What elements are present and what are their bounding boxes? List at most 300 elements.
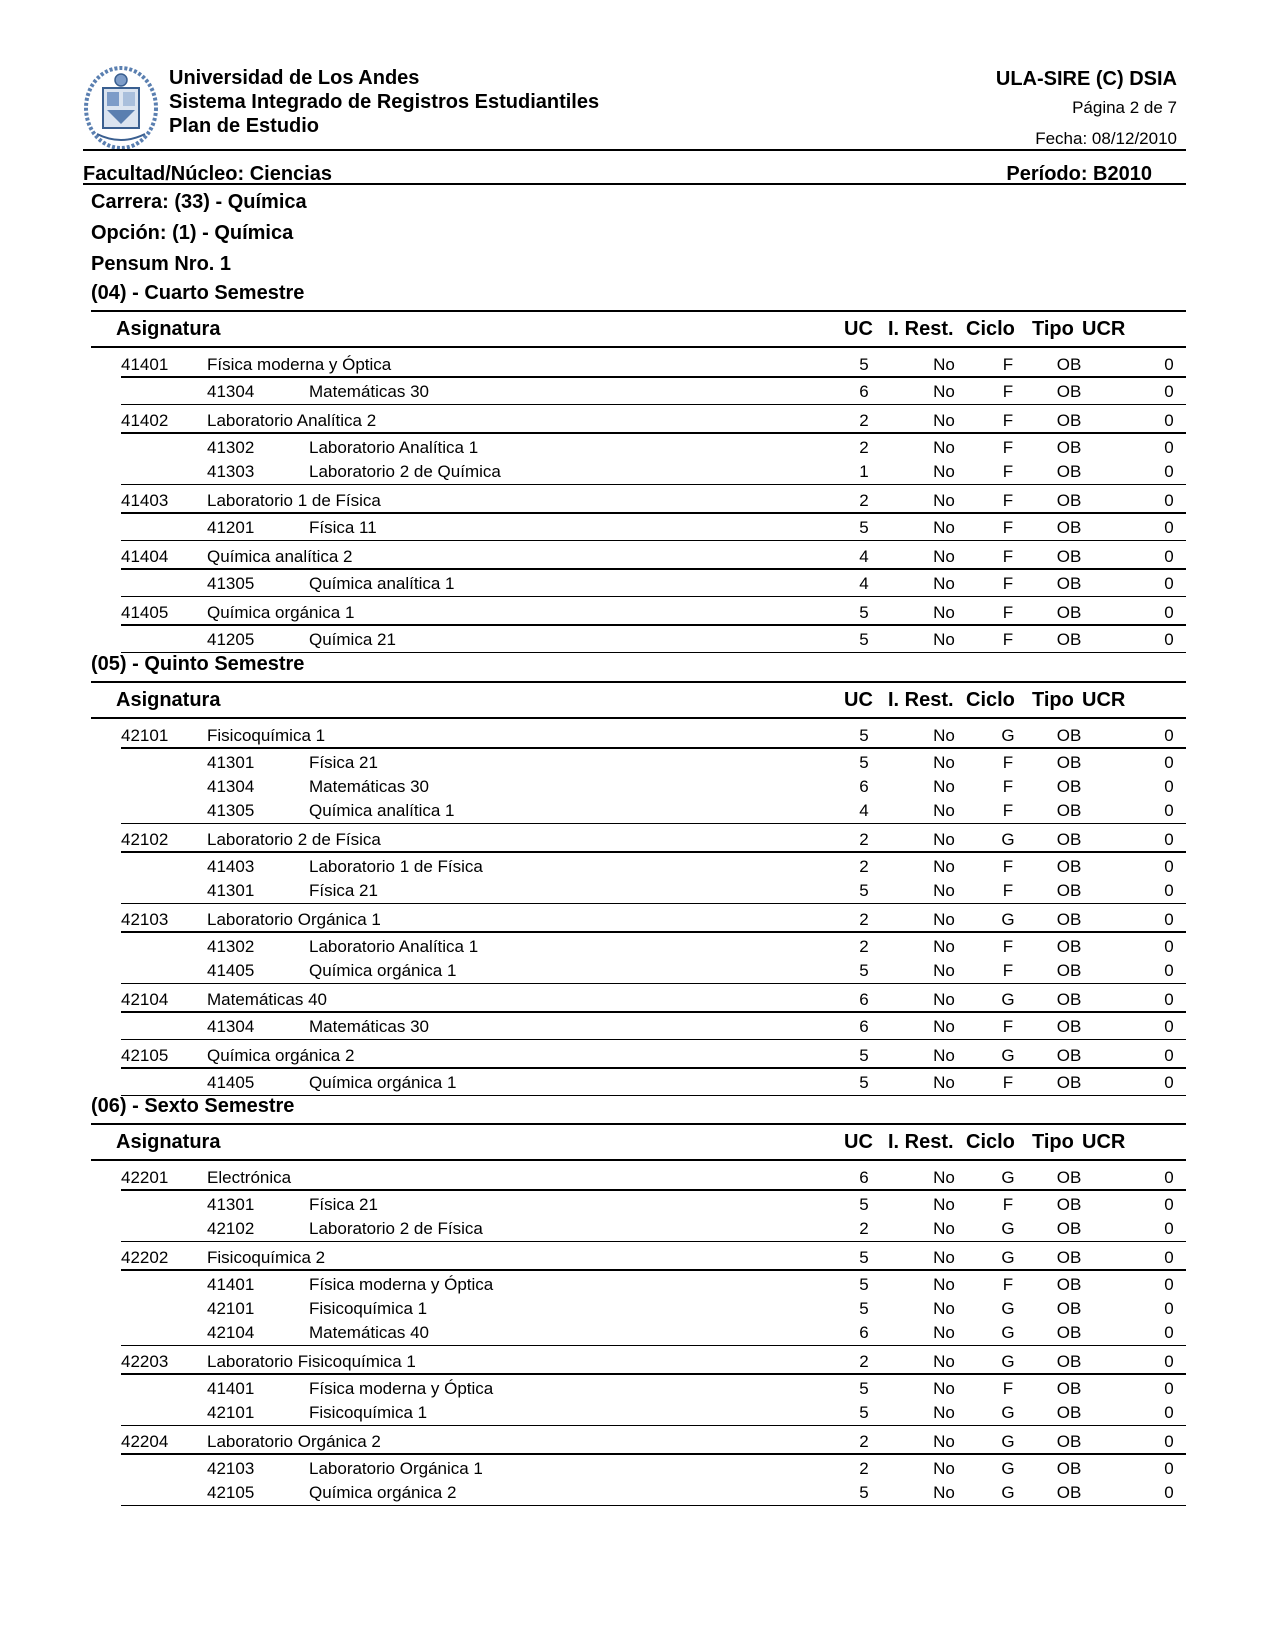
- course-code: 42204: [121, 1432, 169, 1451]
- uc-value: 5: [859, 1195, 869, 1214]
- course-code: 42104: [121, 990, 169, 1009]
- irest-value: No: [933, 801, 955, 820]
- ucr-value: 0: [1164, 1352, 1174, 1371]
- ciclo-value: G: [1001, 910, 1015, 929]
- ucr-value: 0: [1164, 801, 1174, 820]
- course-name: Laboratorio Orgánica 2: [207, 1432, 381, 1451]
- prereq-code: 41304: [207, 1017, 255, 1036]
- uc-value: 6: [859, 990, 869, 1009]
- tipo-value: OB: [1056, 1248, 1082, 1267]
- tipo-value: OB: [1056, 1046, 1082, 1065]
- irest-value: No: [933, 1432, 955, 1451]
- irest-value: No: [933, 1017, 955, 1036]
- prereq-name: Física 11: [309, 518, 377, 537]
- report-code: ULA-SIRE (C) DSIA: [995, 68, 1177, 90]
- irest-value: No: [933, 990, 955, 1009]
- ucr-value: 0: [1164, 1195, 1174, 1214]
- ucr-value: 0: [1164, 1459, 1174, 1478]
- ciclo-value: G: [1001, 1432, 1015, 1451]
- prereq-row: [121, 958, 1186, 982]
- ciclo-value: G: [1001, 1459, 1015, 1478]
- prereq-code: 41304: [207, 777, 255, 796]
- ciclo-value: F: [1002, 777, 1014, 796]
- course-row: [121, 408, 1186, 434]
- ciclo-value: F: [1002, 881, 1014, 900]
- tipo-value: OB: [1056, 382, 1082, 401]
- ucr-value: 0: [1164, 830, 1174, 849]
- uc-value: 5: [859, 726, 869, 745]
- ucr-value: 0: [1164, 547, 1174, 566]
- course-row: [121, 907, 1186, 933]
- ciclo-value: G: [1001, 726, 1015, 745]
- tipo-value: OB: [1056, 1403, 1082, 1422]
- tipo-value: OB: [1056, 603, 1082, 622]
- ciclo-value: G: [1001, 1248, 1015, 1267]
- ucr-value: 0: [1164, 382, 1174, 401]
- irest-value: No: [933, 355, 955, 374]
- prereq-name: Física moderna y Óptica: [309, 1275, 494, 1294]
- prereq-name: Química analítica 1: [309, 801, 455, 820]
- irest-value: No: [933, 753, 955, 772]
- prereq-name: Física moderna y Óptica: [309, 1379, 494, 1398]
- ucr-value: 0: [1164, 518, 1174, 537]
- tipo-value: OB: [1056, 1323, 1082, 1342]
- prereq-code: 42102: [207, 1219, 255, 1238]
- irest-value: No: [933, 726, 955, 745]
- prereq-name: Laboratorio Analítica 1: [309, 438, 479, 457]
- prereq-row: [121, 1456, 1186, 1480]
- prereq-name: Química orgánica 1: [309, 1073, 457, 1092]
- ula-crest-icon: [83, 64, 159, 150]
- tipo-value: OB: [1056, 1275, 1082, 1294]
- ciclo-value: F: [1002, 491, 1014, 510]
- tipo-value: OB: [1056, 857, 1082, 876]
- prereq-code: 41305: [207, 801, 255, 820]
- uc-value: 1: [859, 462, 869, 481]
- uc-value: 5: [859, 1275, 869, 1294]
- uc-value: 5: [859, 1248, 869, 1267]
- group-bottom-rule: [121, 1425, 1186, 1426]
- prereq-row: [121, 515, 1186, 539]
- course-name: Electrónica: [207, 1168, 292, 1187]
- group-bottom-rule: [121, 983, 1186, 984]
- prereq-name: Matemáticas 30: [309, 777, 429, 796]
- irest-value: No: [933, 910, 955, 929]
- ucr-value: 0: [1164, 961, 1174, 980]
- course-row: [121, 1245, 1186, 1271]
- prereq-name: Química orgánica 1: [309, 961, 457, 980]
- header-ucr: UCR: [1082, 318, 1126, 340]
- irest-value: No: [933, 518, 955, 537]
- course-row: [121, 1043, 1186, 1069]
- uc-value: 2: [859, 1459, 869, 1478]
- uc-value: 5: [859, 603, 869, 622]
- uc-value: 2: [859, 910, 869, 929]
- prereq-row: [121, 1216, 1186, 1240]
- group-bottom-rule: [121, 1039, 1186, 1040]
- tipo-value: OB: [1056, 910, 1082, 929]
- tipo-value: OB: [1056, 547, 1082, 566]
- prereq-code: 41301: [207, 881, 255, 900]
- header-titles: [169, 66, 599, 138]
- prereq-name: Laboratorio Analítica 1: [309, 937, 479, 956]
- tipo-value: OB: [1056, 1299, 1082, 1318]
- prereq-code: 42103: [207, 1459, 255, 1478]
- course-name: Fisicoquímica 2: [207, 1248, 326, 1267]
- prereq-row: [121, 571, 1186, 595]
- prereq-row: [121, 934, 1186, 958]
- tipo-value: OB: [1056, 438, 1082, 457]
- uc-value: 5: [859, 1483, 869, 1502]
- course-name: Química orgánica 1: [207, 603, 355, 622]
- group-bottom-rule: [121, 596, 1186, 597]
- career-label: Carrera: (33) - Química: [91, 191, 307, 213]
- tipo-value: OB: [1056, 726, 1082, 745]
- tipo-value: OB: [1056, 518, 1082, 537]
- prereq-name: Física 21: [309, 1195, 378, 1214]
- prereq-row: [121, 1070, 1186, 1094]
- uc-value: 4: [859, 801, 869, 820]
- prereq-code: 41401: [207, 1379, 255, 1398]
- tipo-value: OB: [1056, 462, 1082, 481]
- uc-value: 5: [859, 355, 869, 374]
- prereq-row: [121, 750, 1186, 774]
- group-bottom-rule: [121, 540, 1186, 541]
- prereq-row: [121, 379, 1186, 403]
- course-code: 42201: [121, 1168, 169, 1187]
- ucr-value: 0: [1164, 777, 1174, 796]
- uc-value: 2: [859, 411, 869, 430]
- ucr-value: 0: [1164, 1275, 1174, 1294]
- tipo-value: OB: [1056, 1352, 1082, 1371]
- course-name: Química analítica 2: [207, 547, 353, 566]
- prereq-code: 41201: [207, 518, 255, 537]
- prereq-code: 41405: [207, 1073, 255, 1092]
- ciclo-value: F: [1002, 411, 1014, 430]
- group-bottom-rule: [121, 1345, 1186, 1346]
- group-bottom-rule: [121, 823, 1186, 824]
- ucr-value: 0: [1164, 937, 1174, 956]
- ucr-value: 0: [1164, 355, 1174, 374]
- uc-value: 4: [859, 547, 869, 566]
- uc-value: 4: [859, 574, 869, 593]
- irest-value: No: [933, 881, 955, 900]
- prereq-name: Química 21: [309, 630, 396, 649]
- ciclo-value: F: [1002, 1275, 1014, 1294]
- ciclo-value: G: [1001, 1219, 1015, 1238]
- uc-value: 6: [859, 382, 869, 401]
- ciclo-value: F: [1002, 801, 1014, 820]
- tipo-value: OB: [1056, 630, 1082, 649]
- course-code: 42105: [121, 1046, 169, 1065]
- ciclo-value: F: [1002, 603, 1014, 622]
- ucr-value: 0: [1164, 1017, 1174, 1036]
- uc-value: 5: [859, 1046, 869, 1065]
- prereq-name: Fisicoquímica 1: [309, 1403, 428, 1422]
- irest-value: No: [933, 1299, 955, 1318]
- prereq-name: Laboratorio 2 de Química: [309, 462, 501, 481]
- ciclo-value: F: [1002, 1073, 1014, 1092]
- ciclo-value: F: [1002, 574, 1014, 593]
- uc-value: 5: [859, 961, 869, 980]
- header-tipo: Tipo: [1032, 1131, 1074, 1153]
- course-code: 42202: [121, 1248, 169, 1267]
- header-ciclo: Ciclo: [966, 689, 1015, 711]
- prereq-name: Química analítica 1: [309, 574, 455, 593]
- ciclo-value: G: [1001, 990, 1015, 1009]
- ciclo-value: G: [1001, 1046, 1015, 1065]
- prereq-code: 41205: [207, 630, 255, 649]
- uc-value: 2: [859, 857, 869, 876]
- tipo-value: OB: [1056, 355, 1082, 374]
- uc-value: 5: [859, 1299, 869, 1318]
- prereq-name: Matemáticas 40: [309, 1323, 429, 1342]
- header-irest: I. Rest.: [888, 318, 954, 340]
- ucr-value: 0: [1164, 438, 1174, 457]
- prereq-row: [121, 774, 1186, 798]
- course-code: 42203: [121, 1352, 169, 1371]
- course-row: [121, 488, 1186, 514]
- prereq-name: Física 21: [309, 881, 378, 900]
- tipo-value: OB: [1056, 801, 1082, 820]
- course-code: 41402: [121, 411, 169, 430]
- prereq-row: [121, 878, 1186, 902]
- prereq-name: Matemáticas 30: [309, 382, 429, 401]
- prereq-code: 41305: [207, 574, 255, 593]
- ciclo-value: F: [1002, 1017, 1014, 1036]
- ciclo-value: F: [1002, 630, 1014, 649]
- header-divider: [83, 149, 1186, 151]
- irest-value: No: [933, 937, 955, 956]
- tipo-value: OB: [1056, 1483, 1082, 1502]
- tipo-value: OB: [1056, 1432, 1082, 1451]
- group-bottom-rule: [121, 404, 1186, 405]
- prereq-code: 41301: [207, 753, 255, 772]
- prereq-code: 41301: [207, 1195, 255, 1214]
- ucr-value: 0: [1164, 1323, 1174, 1342]
- tipo-value: OB: [1056, 830, 1082, 849]
- ucr-value: 0: [1164, 411, 1174, 430]
- ciclo-value: G: [1001, 1483, 1015, 1502]
- course-code: 41403: [121, 491, 169, 510]
- course-row: [121, 827, 1186, 853]
- irest-value: No: [933, 1459, 955, 1478]
- irest-value: No: [933, 1483, 955, 1502]
- irest-value: No: [933, 1323, 955, 1342]
- irest-value: No: [933, 1219, 955, 1238]
- ucr-value: 0: [1164, 1219, 1174, 1238]
- ucr-value: 0: [1164, 857, 1174, 876]
- ciclo-value: G: [1001, 1168, 1015, 1187]
- ucr-value: 0: [1164, 726, 1174, 745]
- prereq-name: Laboratorio Orgánica 1: [309, 1459, 483, 1478]
- prereq-name: Laboratorio 2 de Física: [309, 1219, 483, 1238]
- header-ciclo: Ciclo: [966, 1131, 1015, 1153]
- prereq-name: Física 21: [309, 753, 378, 772]
- tipo-value: OB: [1056, 1459, 1082, 1478]
- course-name: Fisicoquímica 1: [207, 726, 326, 745]
- course-row: [121, 987, 1186, 1013]
- group-bottom-rule: [121, 903, 1186, 904]
- course-row: [121, 1429, 1186, 1455]
- page-number: Página 2 de 7: [1072, 98, 1177, 117]
- group-bottom-rule: [121, 1505, 1186, 1506]
- course-code: 42103: [121, 910, 169, 929]
- course-code: 41405: [121, 603, 169, 622]
- document-title: Plan de Estudio: [169, 115, 320, 137]
- irest-value: No: [933, 961, 955, 980]
- group-bottom-rule: [121, 1241, 1186, 1242]
- header-tipo: Tipo: [1032, 318, 1074, 340]
- irest-value: No: [933, 382, 955, 401]
- uc-value: 2: [859, 438, 869, 457]
- course-code: 41401: [121, 355, 169, 374]
- prereq-row: [121, 1192, 1186, 1216]
- ucr-value: 0: [1164, 1432, 1174, 1451]
- ucr-value: 0: [1164, 1403, 1174, 1422]
- course-name: Laboratorio 1 de Física: [207, 491, 381, 510]
- course-name: Laboratorio Orgánica 1: [207, 910, 381, 929]
- tipo-value: OB: [1056, 937, 1082, 956]
- irest-value: No: [933, 547, 955, 566]
- ciclo-value: F: [1002, 1195, 1014, 1214]
- ciclo-value: F: [1002, 753, 1014, 772]
- ciclo-value: G: [1001, 830, 1015, 849]
- pensum-label: Pensum Nro. 1: [91, 253, 232, 275]
- ucr-value: 0: [1164, 910, 1174, 929]
- irest-value: No: [933, 411, 955, 430]
- faculty-divider: [83, 183, 1186, 185]
- period-label: Período: B2010: [1006, 163, 1152, 185]
- irest-value: No: [933, 438, 955, 457]
- header-asignatura: Asignatura: [116, 318, 221, 340]
- prereq-name: Química orgánica 2: [309, 1483, 457, 1502]
- irest-value: No: [933, 1168, 955, 1187]
- course-code: 42102: [121, 830, 169, 849]
- prereq-row: [121, 1376, 1186, 1400]
- prereq-row: [121, 1296, 1186, 1320]
- report-date: Fecha: 08/12/2010: [1035, 129, 1177, 148]
- prereq-row: [121, 1480, 1186, 1504]
- tipo-value: OB: [1056, 411, 1082, 430]
- header-uc: UC: [844, 689, 873, 711]
- prereq-name: Fisicoquímica 1: [309, 1299, 428, 1318]
- uc-value: 6: [859, 1323, 869, 1342]
- ucr-value: 0: [1164, 1379, 1174, 1398]
- irest-value: No: [933, 777, 955, 796]
- uc-value: 6: [859, 1017, 869, 1036]
- prereq-code: 42105: [207, 1483, 255, 1502]
- prereq-code: 42104: [207, 1323, 255, 1342]
- header-uc: UC: [844, 318, 873, 340]
- uc-value: 2: [859, 491, 869, 510]
- uc-value: 5: [859, 518, 869, 537]
- tipo-value: OB: [1056, 1168, 1082, 1187]
- tipo-value: OB: [1056, 961, 1082, 980]
- course-name: Laboratorio 2 de Física: [207, 830, 381, 849]
- course-name: Laboratorio Analítica 2: [207, 411, 377, 430]
- irest-value: No: [933, 462, 955, 481]
- course-name: Matemáticas 40: [207, 990, 327, 1009]
- semester-title: (04) - Cuarto Semestre: [91, 282, 305, 304]
- tipo-value: OB: [1056, 574, 1082, 593]
- prereq-row: [121, 435, 1186, 459]
- prereq-row: [121, 627, 1186, 651]
- irest-value: No: [933, 491, 955, 510]
- uc-value: 2: [859, 1432, 869, 1451]
- course-row: [121, 352, 1186, 378]
- irest-value: No: [933, 857, 955, 876]
- prereq-code: 41304: [207, 382, 255, 401]
- tipo-value: OB: [1056, 1379, 1082, 1398]
- ucr-value: 0: [1164, 1248, 1174, 1267]
- uc-value: 2: [859, 1352, 869, 1371]
- university-name: Universidad de Los Andes: [169, 67, 420, 89]
- header-irest: I. Rest.: [888, 689, 954, 711]
- prereq-row: [121, 459, 1186, 483]
- option-label: Opción: (1) - Química: [91, 222, 294, 244]
- irest-value: No: [933, 830, 955, 849]
- ucr-value: 0: [1164, 1299, 1174, 1318]
- irest-value: No: [933, 1248, 955, 1267]
- ciclo-value: F: [1002, 462, 1014, 481]
- irest-value: No: [933, 1195, 955, 1214]
- prereq-code: 41405: [207, 961, 255, 980]
- ucr-value: 0: [1164, 630, 1174, 649]
- header-asignatura: Asignatura: [116, 1131, 221, 1153]
- irest-value: No: [933, 1073, 955, 1092]
- ucr-value: 0: [1164, 491, 1174, 510]
- prereq-code: 41303: [207, 462, 255, 481]
- table-header: [91, 683, 1186, 719]
- irest-value: No: [933, 1046, 955, 1065]
- course-name: Física moderna y Óptica: [207, 355, 392, 374]
- uc-value: 2: [859, 830, 869, 849]
- prereq-code: 42101: [207, 1403, 255, 1422]
- course-row: [121, 544, 1186, 570]
- prereq-name: Laboratorio 1 de Física: [309, 857, 483, 876]
- header-irest: I. Rest.: [888, 1131, 954, 1153]
- prereq-row: [121, 1014, 1186, 1038]
- irest-value: No: [933, 1352, 955, 1371]
- system-name: Sistema Integrado de Registros Estudiantiles: [169, 91, 600, 113]
- ucr-value: 0: [1164, 603, 1174, 622]
- prereq-name: Matemáticas 30: [309, 1017, 429, 1036]
- tipo-value: OB: [1056, 1017, 1082, 1036]
- ucr-value: 0: [1164, 990, 1174, 1009]
- ciclo-value: G: [1001, 1299, 1015, 1318]
- ucr-value: 0: [1164, 881, 1174, 900]
- course-name: Laboratorio Fisicoquímica 1: [207, 1352, 416, 1371]
- ciclo-value: G: [1001, 1403, 1015, 1422]
- semester-title: (05) - Quinto Semestre: [91, 653, 305, 675]
- irest-value: No: [933, 1379, 955, 1398]
- prereq-row: [121, 798, 1186, 822]
- uc-value: 5: [859, 881, 869, 900]
- ciclo-value: F: [1002, 1379, 1014, 1398]
- header-info: [996, 66, 1177, 154]
- ciclo-value: G: [1001, 1352, 1015, 1371]
- header-tipo: Tipo: [1032, 689, 1074, 711]
- ciclo-value: F: [1002, 518, 1014, 537]
- header-uc: UC: [844, 1131, 873, 1153]
- prereq-row: [121, 1272, 1186, 1296]
- uc-value: 5: [859, 1403, 869, 1422]
- uc-value: 5: [859, 1379, 869, 1398]
- tipo-value: OB: [1056, 777, 1082, 796]
- prereq-code: 41403: [207, 857, 255, 876]
- tipo-value: OB: [1056, 1073, 1082, 1092]
